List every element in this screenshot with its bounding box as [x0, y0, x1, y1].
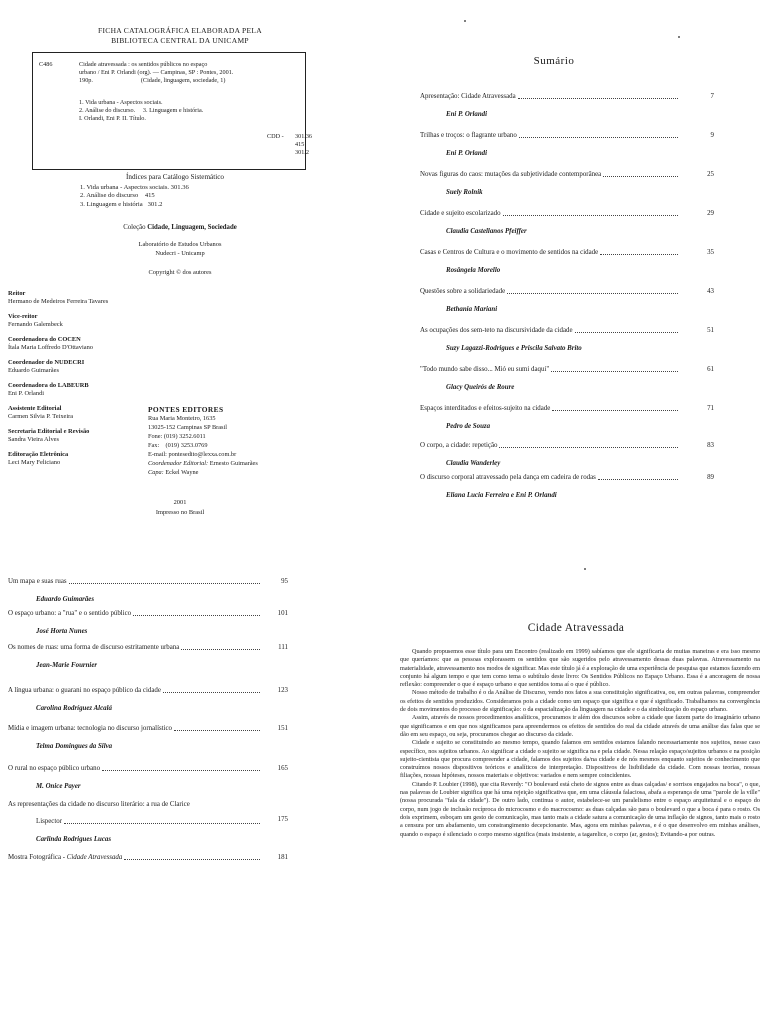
toc-title-line: [420, 170, 680, 179]
toc-title-line: [8, 724, 262, 733]
index-line: 3. Linguagem e história 301.2: [80, 200, 163, 208]
collection-prefix: Coleção: [123, 224, 146, 231]
toc-author: Bethania Mariani: [446, 306, 498, 313]
lab-line: Nudecri - Unicamp: [155, 250, 205, 257]
toc-page-number: 61: [707, 366, 714, 373]
toc-entry[interactable]: [8, 577, 288, 604]
staff-role: Coordenador do NUDECRI: [8, 359, 85, 366]
toc-entry-title: O espaço urbano: a "rua" e o sentido público: [8, 610, 132, 617]
toc-title-line: [420, 209, 680, 218]
toc-entry[interactable]: [8, 686, 288, 713]
lab-credit: [80, 240, 280, 258]
toc-leader: [174, 730, 260, 731]
toc-leader: [69, 583, 260, 584]
cover-name: Eckel Wayne: [165, 469, 199, 476]
toc-entry-title: "Todo mundo sabe disso... Mió eu sumi daqui": [420, 366, 550, 373]
cover-label: Capa:: [148, 469, 164, 476]
staff-block: [8, 382, 89, 398]
toc-entry[interactable]: [420, 92, 714, 119]
toc-page-number: 35: [707, 249, 714, 256]
toc-leader: [499, 447, 678, 448]
toc-page-number: 29: [707, 210, 714, 217]
toc-entry[interactable]: [8, 643, 288, 670]
toc-title-line: [8, 643, 262, 652]
toc-title-line: [420, 131, 680, 140]
toc-entry-title-italic: Cidade Atravessada: [66, 854, 123, 861]
toc-entry-title: Cidade e sujeito escolarizado: [420, 210, 501, 217]
toc-title-line: [8, 853, 262, 862]
publisher-phone: Fone: (019) 3252.6011: [148, 433, 206, 440]
toc-entry-title: O rural no espaço público urbano: [8, 765, 101, 772]
staff-block: [8, 336, 93, 352]
toc-entry[interactable]: [420, 404, 714, 431]
imprint-printed: Impresso no Brasil: [155, 509, 205, 516]
toc-entry[interactable]: [420, 131, 714, 158]
toc-author: Jean-Marie Fournier: [36, 662, 98, 669]
cdd-label: CDD -: [267, 133, 284, 140]
toc-title-line: [8, 764, 262, 773]
toc-entry[interactable]: [420, 248, 714, 275]
staff-name: Fernando Galembeck: [8, 321, 63, 328]
staff-block: [8, 405, 73, 421]
toc-entry-title: Questões sobre a solidariedade: [420, 288, 506, 295]
toc-page-number: 9: [710, 132, 714, 139]
toc-page-number: 95: [281, 578, 288, 585]
index-line: 1. Vida urbana - Aspectos sociais. 301.36: [80, 183, 189, 191]
toc-author: Claudia Wanderley: [446, 460, 501, 467]
toc-page-number: 181: [277, 854, 288, 861]
publisher-fax: Fax: (019) 3253.0769: [148, 442, 208, 449]
toc-page-number: 51: [707, 327, 714, 334]
toc-title-line: [420, 287, 680, 296]
staff-role: Vice-reitor: [8, 313, 38, 320]
cdd-value: 415: [295, 141, 305, 148]
cdd-value: 301.2: [295, 149, 309, 156]
toc-entry-title: Um mapa e suas ruas: [8, 578, 67, 585]
toc-page-number: 151: [277, 725, 288, 732]
toc-leader: [64, 823, 260, 824]
catalog-record-line: 190p. (Cidade, linguagem, sociedade, 1): [79, 77, 226, 84]
toc-title-line: [420, 326, 680, 335]
toc-leader: [503, 215, 678, 216]
toc-author: M. Onice Payer: [36, 783, 81, 790]
catalog-header: [80, 26, 280, 46]
imprint-year: 2001: [173, 499, 187, 506]
scan-speck: [584, 568, 586, 570]
catalog-record-line: 1. Vida urbana - Aspectos sociais.: [79, 99, 163, 106]
toc-entry[interactable]: [420, 441, 714, 468]
toc-entry-title: [8, 853, 122, 862]
toc-entry[interactable]: [420, 170, 714, 197]
toc-leader: [575, 332, 678, 333]
toc-entry-title-cont: Lispector: [36, 818, 63, 825]
toc-entry-title: Espaços interditados e efeitos-sujeito na cidade: [420, 405, 551, 412]
publisher-name: PONTES EDITORES: [148, 405, 224, 414]
publisher-cover: [148, 468, 258, 477]
staff-block: [8, 359, 84, 375]
toc-page-number: 111: [278, 644, 288, 651]
toc-author: Eni P. Orlandi: [446, 150, 488, 157]
toc-entry-title: A língua urbana: o guarani no espaço público da cidade: [8, 687, 161, 694]
toc-page-number: 165: [277, 765, 288, 772]
toc-entry-title: As representações da cidade no discurso literário: a rua de Clarice: [8, 801, 190, 808]
collection-name: Cidade, Linguagem, Sociedade: [147, 224, 237, 231]
article-paragraph: Assim, através de nossos procedimentos analíticos, procuramos ir além dos discursos sobre a cidade que fazem parte do imaginário urbano que significamos e em que nos significamos para apreendermos os efeitos de sentidos do real da cidade através de uma análise das falas que se dão em seu espaço, ou seja, procuramos chegar ao discurso da cidade.: [400, 714, 760, 738]
staff-name: Leci Mary Feliciano: [8, 459, 61, 466]
toc-entry-title: O corpo, a cidade: repetição: [420, 442, 498, 449]
copyright: Copyright © dos autores: [148, 269, 212, 276]
article-page: [384, 540, 768, 1024]
catalog-header-line: FICHA CATALOGRÁFICA ELABORADA PELA: [98, 26, 262, 35]
toc-entry[interactable]: [8, 764, 288, 791]
article-paragraph: Citando P. Loubier (1998), que cita Reverdy: "O boulevard está cheio de signos entre as duas calçadas/ e sorrisos engajados na boca", o que, nas palavras de Loubier significa que há uma rejeição significativa que, em uma cláusula falaciosa, abafa a esperança de uma "parole de la ville" (nossa procurada "fala da cidade"). De outro lado, continua o autor, estabelece-se um paralelismo entre o espaço arquitetural e o espaço do corpo, num jogo de inclusão recíproca do microcosmo e do macrocosmo: as duas calçadas são para o boulevard o que a boca é para o rosto. Os dois exprimem, esboçam um gesto de comunicação, mas tanto mais a cidade satura a comunicação de uma inflação de signos, tanto mais o rosto a censura por um abafamento, um constrangimento decepcionante. Mas, agora em minhas palavras, e é o que desenvolvo em minhas análises, quando o espaço é silenciado o corpo mesmo significa (mais insistente, a tagarelice, o corpo (ar, gestos); Evitando-a por outras.: [400, 780, 760, 838]
publisher-coordinator: [148, 459, 258, 468]
toc-author: Eni P. Orlandi: [446, 111, 488, 118]
toc-entry-title-prefix: Mostra Fotográfica -: [8, 854, 67, 861]
toc-page-number: 101: [277, 610, 288, 617]
toc-title-line: [420, 248, 680, 257]
catalog-record-line: urbano / Eni P. Orlandi (org). — Campinas, SP : Pontes, 2001.: [79, 69, 234, 76]
toc-entry-title: As ocupações dos sem-teto na discursividade da cidade: [420, 327, 573, 334]
staff-name: Carmen Silvia P. Teixeira: [8, 413, 74, 420]
staff-name: Sandra Vieira Alves: [8, 436, 59, 443]
toc-leader: [552, 410, 678, 411]
toc-entry-title: Apresentação: Cidade Atravessada: [420, 93, 516, 100]
staff-role: Coordenadora do COCEN: [8, 336, 81, 343]
article-title: Cidade Atravessada: [527, 622, 625, 634]
staff-role: Reitor: [8, 290, 26, 297]
toc-leader: [133, 615, 260, 616]
toc-entry-title: Mídia e imagem urbana: tecnologia no discurso jornalístico: [8, 725, 172, 732]
index-line: 2. Análise do discurso 415: [80, 192, 155, 199]
summary-continued-page: [0, 540, 384, 1024]
toc-page-number: 7: [710, 93, 714, 100]
toc-entry-title: O discurso corporal atravessado pela dança em cadeira de rodas: [420, 474, 596, 481]
toc-leader: [124, 859, 260, 860]
toc-leader: [598, 479, 678, 480]
catalog-record-line: I. Orlandi, Eni P. II. Título.: [79, 115, 146, 122]
toc-title-line: [420, 365, 680, 374]
toc-entry[interactable]: [420, 326, 714, 353]
toc-leader: [519, 137, 678, 138]
toc-title-line: [8, 817, 262, 826]
toc-author: Suely Rolnik: [446, 189, 483, 196]
cdd-values: [295, 133, 312, 157]
toc-leader: [507, 293, 678, 294]
lab-line: Laboratório de Estudos Urbanos: [138, 241, 222, 248]
toc-author: Carlinda Rodrigues Lucas: [36, 836, 112, 843]
toc-author: Glacy Queirós de Roure: [446, 384, 515, 391]
staff-name: Hermano de Medeiros Ferreira Tavares: [8, 298, 109, 305]
toc-entry[interactable]: [420, 365, 714, 392]
toc-leader: [600, 254, 678, 255]
toc-author: Suzy Lagazzi-Rodrigues e Priscila Salvato Brito: [446, 345, 582, 352]
toc-author: Pedro de Souza: [446, 423, 491, 430]
toc-leader: [102, 770, 260, 771]
catalog-page: [0, 0, 384, 540]
summary-page: [384, 0, 768, 540]
toc-leader: [163, 692, 260, 693]
staff-role: Assistente Editorial: [8, 405, 62, 412]
article-paragraph: Quando propusemos esse título para um Encontro (realizado em 1999) sabíamos que ele significaria de muitas maneiras e era isso mesmo que queríamos: que as pessoas explorassem os sentidos que são sugeridos pelo atravessamento dessas duas palavras. Atravessamento na materialidade, atravessamento nos modos de significar. Mas este título já é a exploração de uma experiência de pesquisa que estamos fazendo em conjunto há algum tempo e que tem como tema o subtítulo deste livro: Os Sentidos Públicos no Espaço Urbano. Essa é a ancoragem de nossa reflexão: compreender o que é espaço urbano e que sentidos toma aí o que é público.: [400, 648, 760, 689]
staff-role: Editoração Eletrônica: [8, 451, 69, 458]
catalog-code: C486: [39, 61, 53, 68]
summary-title: Sumário: [533, 55, 575, 67]
toc-leader: [603, 176, 678, 177]
article-paragraph: Nosso método de trabalho é o da Análise de Discurso, vendo nos fatos a sua constituição significativa, ou, em outras palavras, compreender os efeitos de sentidos produzidos. Consideramos pois a cidade como um espaço que significa e que é significado. Trabalhamos na convergência de dois movimentos do processo de significação: o da espacialização da linguagem na cidade e o da simbolização do espaço urbano.: [400, 689, 760, 714]
publisher-block: [148, 405, 258, 477]
toc-author: Eliana Lucia Ferreira e Eni P. Orlandi: [446, 492, 557, 499]
toc-title-line: [420, 441, 680, 450]
toc-author: Carolina Rodríguez Alcalá: [36, 705, 112, 712]
catalog-header-line: BIBLIOTECA CENTRAL DA UNICAMP: [111, 36, 249, 45]
catalog-record-line: 2. Análise do discurso. 3. Linguagem e história.: [79, 107, 204, 114]
toc-page-number: 43: [707, 288, 714, 295]
toc-entry[interactable]: [8, 853, 288, 862]
toc-title-line: [8, 609, 262, 618]
toc-title-line: [420, 92, 680, 101]
toc-entry[interactable]: [8, 724, 288, 751]
staff-block: [8, 451, 68, 467]
toc-entry-title: Os nomes de ruas: uma forma de discurso estritamente urbana: [8, 644, 180, 651]
staff-block: [8, 290, 108, 306]
toc-entry-title: Trilhas e troços: o flagrante urbano: [420, 132, 517, 139]
toc-page-number: 25: [707, 171, 714, 178]
staff-name: Ítala Maria Loffredo D'Ottaviano: [8, 344, 93, 351]
toc-entry[interactable]: [420, 287, 714, 314]
staff-role: Secretaria Editorial e Revisão: [8, 428, 90, 435]
toc-entry[interactable]: [420, 209, 714, 236]
toc-page-number: 175: [277, 816, 288, 823]
toc-page-number: 83: [707, 442, 714, 449]
toc-page-number: 123: [277, 687, 288, 694]
toc-page-number: 71: [707, 405, 714, 412]
coordinator-name: Ernesto Guimarães: [209, 460, 258, 467]
cdd-value: 301.36: [295, 133, 313, 140]
article-body: [400, 648, 760, 839]
staff-role: Coordenadora do LABEURB: [8, 382, 89, 389]
coordinator-label: Coordenador Editorial:: [148, 460, 209, 467]
staff-name: Eduardo Guimarães: [8, 367, 59, 374]
toc-author: Claudia Castellanos Pfeiffer: [446, 228, 527, 235]
toc-entry-title: Casas e Centros de Cultura e o movimento de sentidos na cidade: [420, 249, 599, 256]
staff-block: [8, 313, 63, 329]
toc-leader: [518, 98, 678, 99]
toc-title-line: [8, 577, 262, 586]
staff-block: [8, 428, 89, 444]
index-title: Índices para Catálogo Sistemático: [126, 173, 224, 181]
toc-leader: [551, 371, 678, 372]
catalog-record-line: Cidade atravessada : os sentidos públicos no espaço: [79, 61, 208, 68]
toc-title-line: [8, 686, 262, 695]
toc-entry[interactable]: [420, 473, 714, 500]
toc-page-number: 89: [707, 474, 714, 481]
toc-author: José Horta Nunes: [36, 628, 88, 635]
staff-name: Eni P. Orlandi: [8, 390, 45, 397]
collection-line: [70, 224, 290, 231]
publisher-city: 13025-152 Campinas SP Brasil: [148, 424, 228, 431]
article-paragraph: Cidade e sujeito se constituindo ao mesmo tempo, quando falamos em sentidos estamos falando necessariamente nos sujeitos, nesse caso específico, nos sujeitos urbanos. Ao significar a cidade o sujeito se significa na e pela cidade. Nessa relação espaço/sujeitos urbanos e na posição sujeito-cientista que procura compreender a cidade, falamos dos sujeitos da/na cidade e de nós mesmos enquanto sujeitos de conhecimento que construímos nossos dispositivos teóricos e analíticos de interpretação. Dispositivos de lisibilidade da cidade. Com nossas teorias, nossas filiações, nossas hipóteses, nossos materiais e objetivos: variados e nem sempre coincidentes.: [400, 739, 760, 780]
publisher-address: Rua Maria Monteiro, 1635: [148, 415, 216, 422]
scan-speck: [464, 20, 466, 22]
toc-entry[interactable]: [8, 609, 288, 636]
publisher-email: E-mail: pontesedito@lexxa.com.br: [148, 451, 237, 458]
toc-author: Telma Domingues da Silva: [36, 743, 113, 750]
scan-speck: [678, 36, 680, 38]
toc-author: Eduardo Guimarães: [36, 596, 95, 603]
toc-entry-title: Novas figuras do caos: mutações da subjetividade contemporânea: [420, 171, 602, 178]
imprint: [80, 498, 280, 518]
toc-author: Rosângela Morello: [446, 267, 501, 274]
toc-leader: [181, 649, 260, 650]
toc-title-line: [420, 473, 680, 482]
catalog-card: [32, 52, 313, 170]
toc-title-line: [420, 404, 680, 413]
systematic-index: [80, 173, 320, 209]
toc-entry[interactable]: [8, 800, 288, 844]
